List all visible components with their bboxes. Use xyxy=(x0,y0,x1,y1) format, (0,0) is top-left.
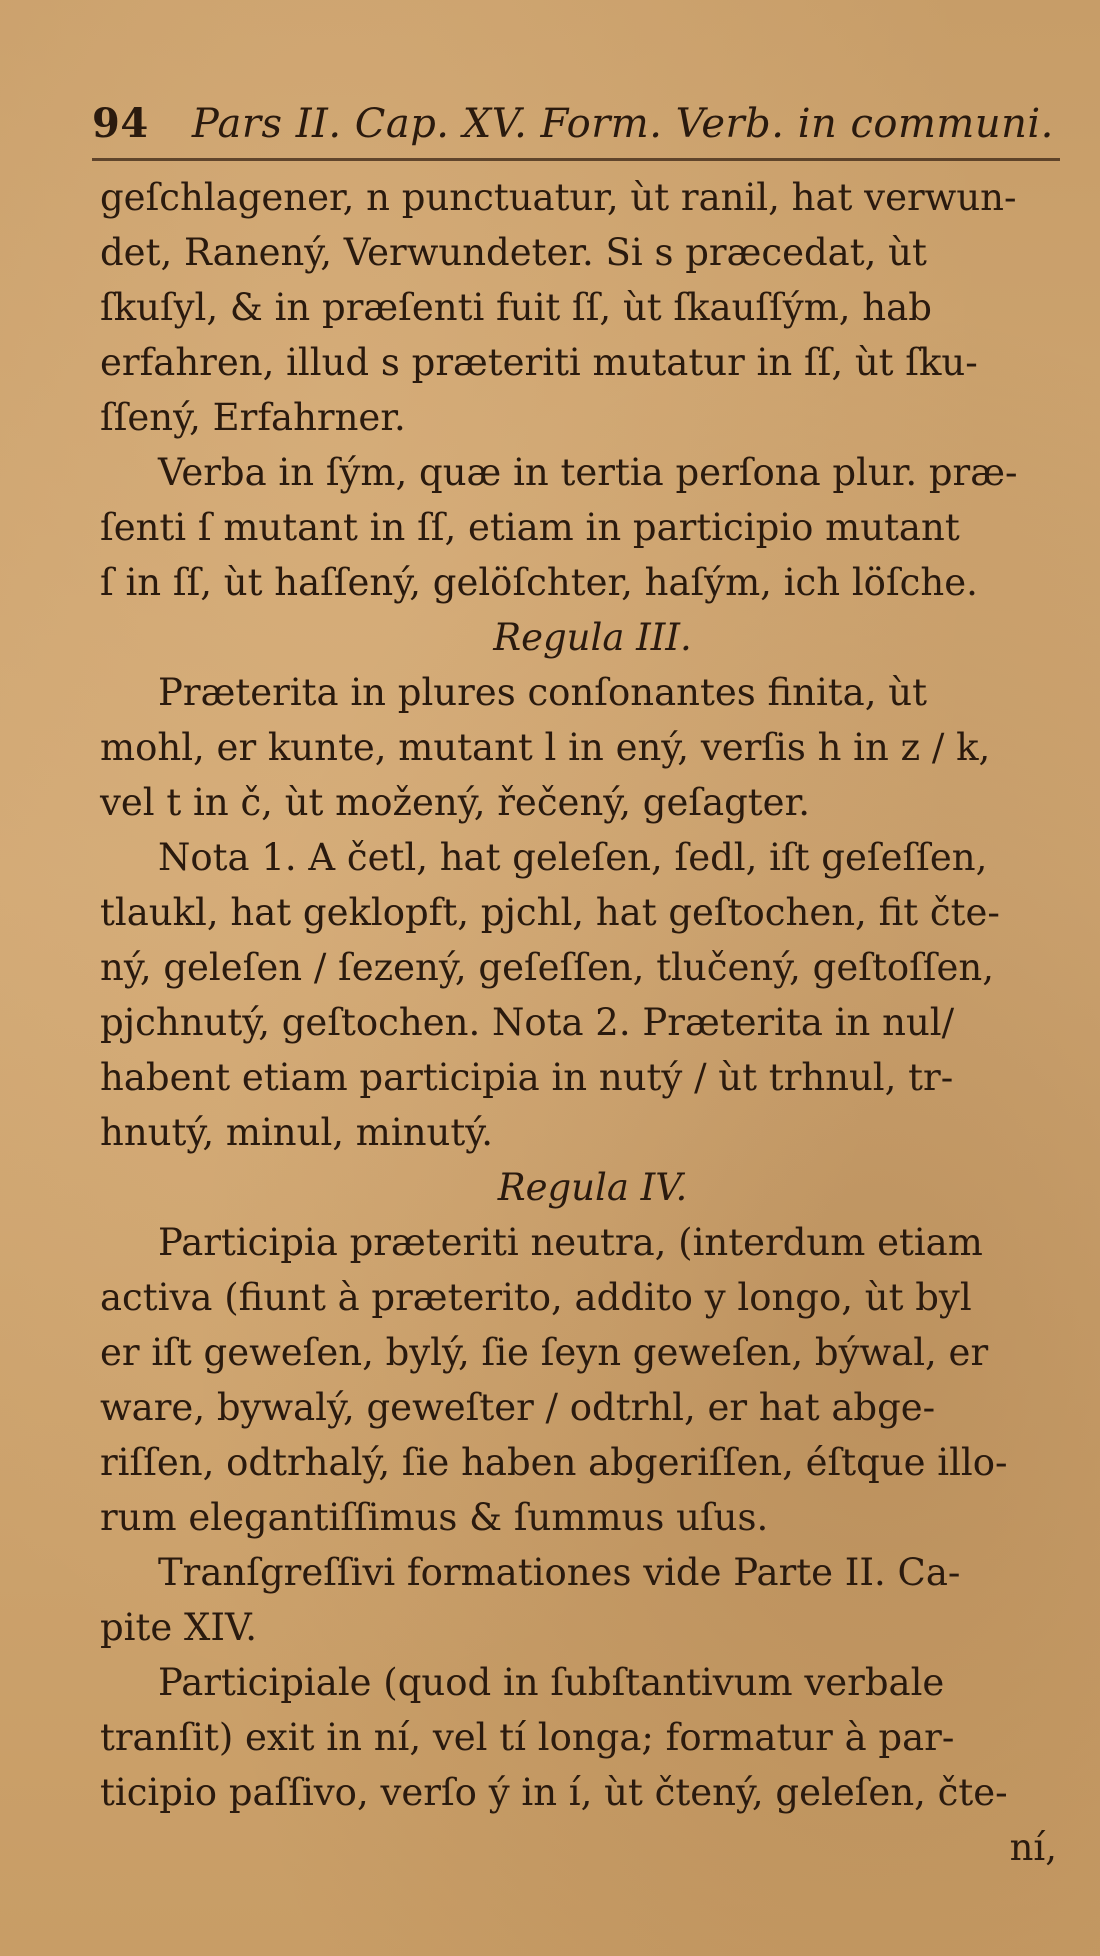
header-rule xyxy=(92,158,1060,161)
text-line: ſ in ſſ, ùt haſſený, gelöſchter, haſým, ich löſche. xyxy=(100,561,978,604)
text-line: mohl, er kunte, mutant l in ený, verſis h in z / k, xyxy=(100,726,991,769)
text-line: riſſen, odtrhalý, ſie haben abgeriſſen, éſtque illo- xyxy=(100,1441,1008,1484)
text-line: Participia præteriti neutra, (interdum etiam xyxy=(158,1221,983,1264)
running-title: Pars II. Cap. XV. Form. Verb. in communi. xyxy=(191,101,1054,147)
text-line: ſenti ſ mutant in ſſ, etiam in participio mutant xyxy=(100,506,960,549)
text-line: erfahren, illud s præteriti mutatur in ſſ, ùt ſku- xyxy=(100,341,978,384)
text-line: ware, bywalý, geweſter / odtrhl, er hat abge- xyxy=(100,1386,936,1429)
text-line: pjchnutý, geſtochen. Nota 2. Præterita in nul/ xyxy=(100,1001,955,1044)
text-line: Tranſgreſſivi formationes vide Parte II. Ca- xyxy=(158,1551,961,1594)
text-line: ticipio paſſivo, verſo ý in í, ùt čtený, geleſen, čte- xyxy=(100,1771,1008,1814)
text-line: Præterita in plures conſonantes finita, ùt xyxy=(158,671,927,714)
page-number: 94 xyxy=(92,100,149,147)
text-line: vel t in č, ùt možený, řečený, geſagter. xyxy=(100,781,810,824)
catchword: ní, xyxy=(1009,1826,1057,1869)
text-line: hnutý, minul, minutý. xyxy=(100,1111,493,1154)
text-line: er iſt geweſen, bylý, ſie ſeyn geweſen, býwal, er xyxy=(100,1331,989,1374)
text-line: Verba in ſým, quæ in tertia perſona plur. præ- xyxy=(158,451,1018,494)
text-line: tlaukl, hat geklopft, pjchl, hat geſtochen, fit čte- xyxy=(100,891,1000,934)
text-line: Participiale (quod in ſubſtantivum verbale xyxy=(158,1661,945,1704)
text-line: Nota 1. A četl, hat geleſen, ſedl, iſt geſeſſen, xyxy=(158,836,988,879)
running-header xyxy=(92,100,1052,147)
text-line: det, Ranený, Verwundeter. Si s præcedat, ùt xyxy=(100,231,927,274)
text-line: habent etiam participia in nutý / ùt trhnul, tr- xyxy=(100,1056,954,1099)
text-line: tranſit) exit in ní, vel tí longa; formatur à par- xyxy=(100,1716,955,1759)
section-heading-regula-4: Regula IV. xyxy=(497,1166,688,1209)
text-line: ſkuſyl, & in præſenti fuit ſſ, ùt ſkauſſým, hab xyxy=(100,286,932,329)
text-line: ſſený, Erfahrner. xyxy=(100,396,406,439)
section-heading-regula-3: Regula III. xyxy=(493,616,692,659)
text-line: rum elegantiſſimus & ſummus uſus. xyxy=(100,1496,769,1539)
text-line: activa (fiunt à præterito, addito y longo, ùt byl xyxy=(100,1276,972,1319)
body-text xyxy=(100,170,1085,1875)
text-line: pite XIV. xyxy=(100,1606,258,1649)
text-line: geſchlagener, n punctuatur, ùt ranil, hat verwun- xyxy=(100,176,1017,219)
text-line: ný, geleſen / ſezený, geſeſſen, tlučený, geſtoſſen, xyxy=(100,946,994,989)
